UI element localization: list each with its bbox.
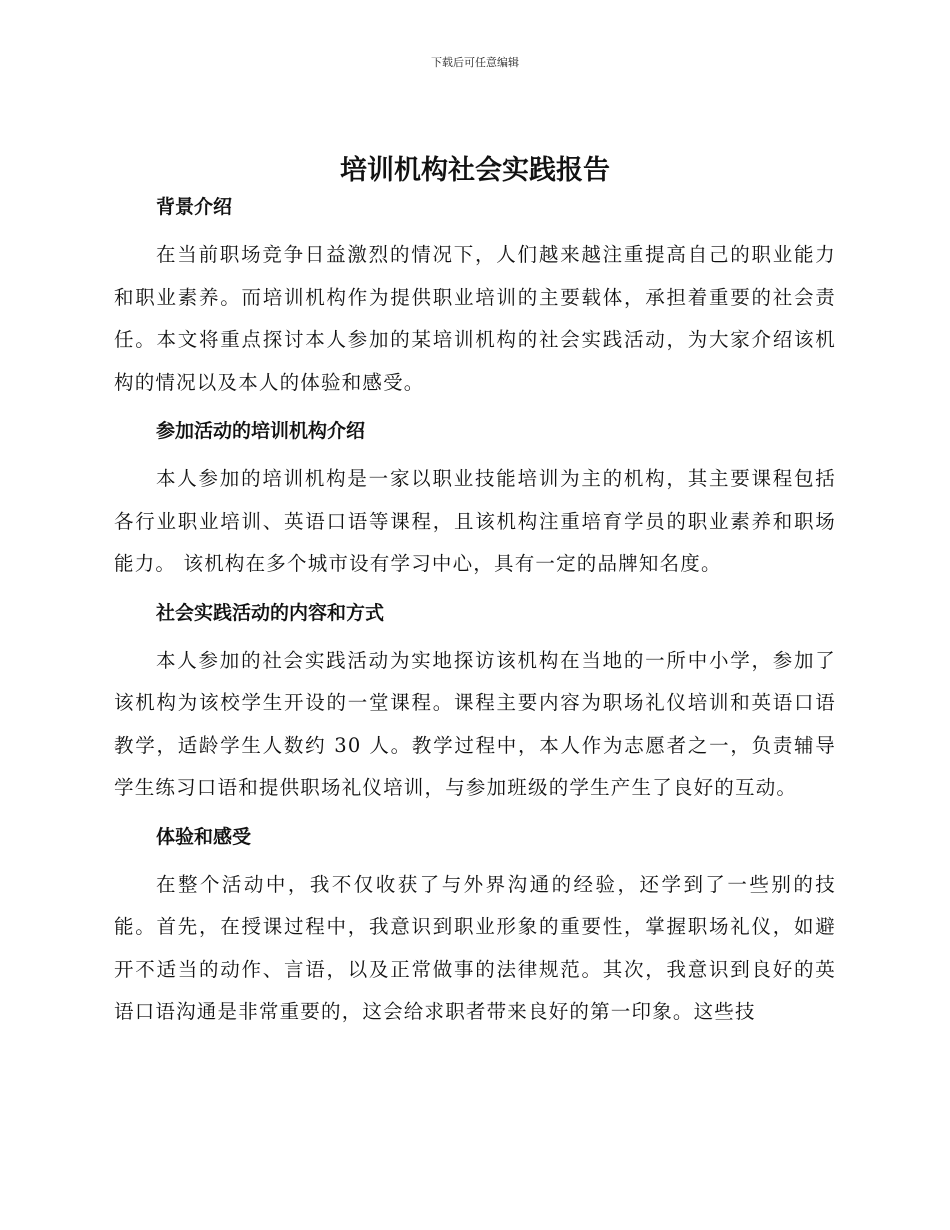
section-heading: 参加活动的培训机构介绍 [156,420,366,442]
section-paragraph: 本人参加的培训机构是一家以职业技能培训为主的机构，其主要课程包括各行业职业培训、英语口语等课程，且该机构注重培育学员的职业素养和职场能力。 该机构在多个城市设有学习中心，具有一定的品牌知名度。 [114,467,836,575]
section-heading: 背景介绍 [156,196,233,218]
section-heading: 社会实践活动的内容和方式 [156,601,385,624]
section-experience [114,820,836,1034]
section-paragraph: 在整个活动中，我不仅收获了与外界沟通的经验，还学到了一些别的技能。首先，在授课过程中，我意识到职业形象的重要性，掌握职场礼仪，如避开不适当的动作、言语，以及正常做事的法律规范。其次，我意识到良好的英语口语沟通是非常重要的，这会给求职者带来良好的第一印象。这些技 [114,872,836,1023]
section-institution-intro [114,414,836,586]
section-paragraph: 本人参加的社会实践活动为实地探访该机构在当地的一所中小学，参加了该机构为该校学生开设的一堂课程。课程主要内容为职场礼仪培训和英语口语教学，适龄学生人数约 30 人。教学过程中，本人作为志愿者之一，负责辅导学生练习口语和提供职场礼仪培训，与参加班级的学生产生了良好的互动。 [114,648,836,799]
section-heading: 体验和感受 [156,825,252,848]
page-header-note: 下载后可任意编辑 [431,56,519,69]
document-title: 培训机构社会实践报告 [340,155,610,186]
section-paragraph: 在当前职场竞争日益激烈的情况下，人们越来越注重提高自己的职业能力和职业素养。而培训机构作为提供职业培训的主要载体，承担着重要的社会责任。本文将重点探讨本人参加的某培训机构的社会实践活动，为大家介绍该机构的情况以及本人的体验和感受。 [114,243,836,394]
document-body [114,190,836,1044]
section-background [114,190,836,404]
section-activity-content [114,596,836,810]
